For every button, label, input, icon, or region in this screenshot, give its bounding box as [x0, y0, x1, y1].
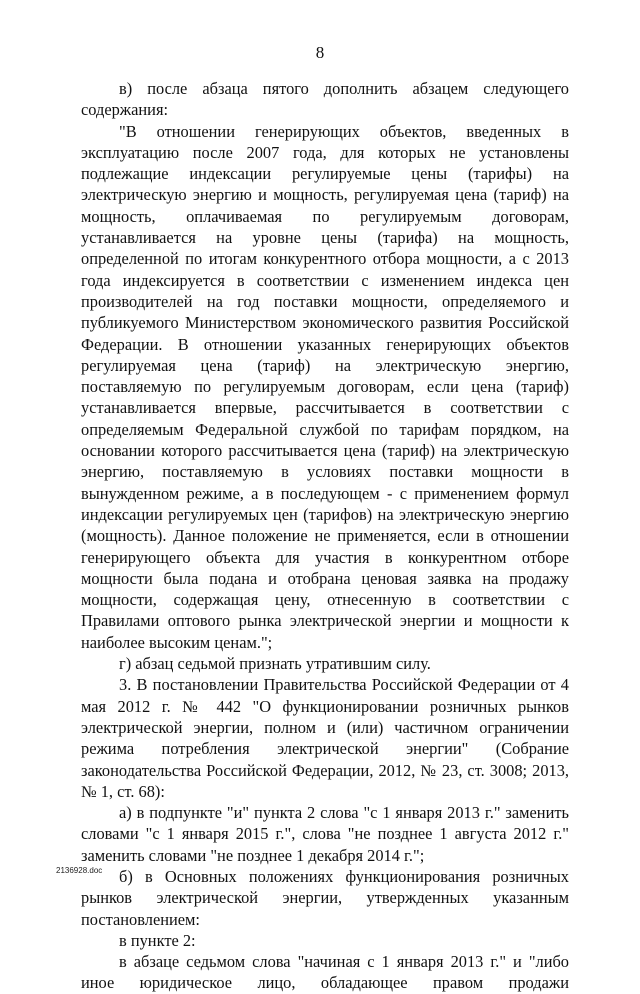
paragraph-subitem-g: г) абзац седьмой признать утратившим силу. — [119, 654, 431, 674]
paragraph-abzac-7: в абзаце седьмом слова "начиная с 1 января 2013 г." и "либо иное юридическое лицо, обладающее правом продажи — [81, 952, 569, 993]
document-footer: 2136928.doc — [56, 866, 103, 875]
paragraph-item-3: 3. В постановлении Правительства Российской Федерации от 4 мая 2012 г. № 442 "О функционировании розничных рынков электрической энергии, полном и (или) частичном ограничении режима потребления электрической энергии" (Собрание законодательства Российской Федерации, 2012, № 23, ст. 3008; 2013, № 1, ст. 68): — [81, 675, 569, 801]
paragraph-subitem-v: в) после абзаца пятого дополнить абзацем следующего содержания: — [81, 79, 569, 120]
paragraph-quoted-insert: "В отношении генерирующих объектов, введенных в эксплуатацию после 2007 года, для которых не установлены подлежащие индексации регулируемые цены (тарифы) на электрическую энергию и мощность, регулируемая цена (тариф) на мощность, оплачиваемая по регулируемым договорам, устанавливается на уровне цены (тарифа) на мощность, определенной по итогам конкурентного отбора мощности, а с 2013 года индексируется в соответствии с изменением индекса цен производителей на год поставки мощности, определяемого и публикуемого Министерством экономического развития Российской Федерации. В отношении указанных генерирующих объектов регулируемая цена (тариф) на электрическую энергию, поставляемую по регулируемым договорам, если цена (тариф) устанавливается впервые, рассчитывается в соответствии с определяемым Федеральной службой по тарифам порядком, на основании которого рассчитывается цена (тариф) на электрическую энергию, поставляемую в условиях поставки мощности в вынужденном режиме, а в последующем - с применением формул индексации регулируемых цен (тарифов) на электрическую энергию (мощность). Данное положение не применяется, если в отношении генерирующего объекта для участия в конкурентном отборе мощности была подана и отобрана ценовая заявка на продажу мощности, содержащая цену, отнесенную в соответствии с Правилами оптового рынка электрической энергии и мощности к наиболее высоким ценам."; — [81, 121, 569, 652]
page-number: 8 — [315, 43, 325, 62]
document-body — [81, 78, 569, 994]
paragraph-point-2: в пункте 2: — [119, 930, 196, 950]
paragraph-subitem-a: а) в подпункте "и" пункта 2 слова "с 1 января 2013 г." заменить словами "с 1 января 2015 г.", слова "не позднее 1 августа 2012 г." заменить словами "не позднее 1 декабря 2014 г."; — [81, 803, 569, 865]
paragraph-subitem-b: б) в Основных положениях функционирования розничных рынков электрической энергии, утвержденных указанным постановлением: — [81, 866, 569, 929]
